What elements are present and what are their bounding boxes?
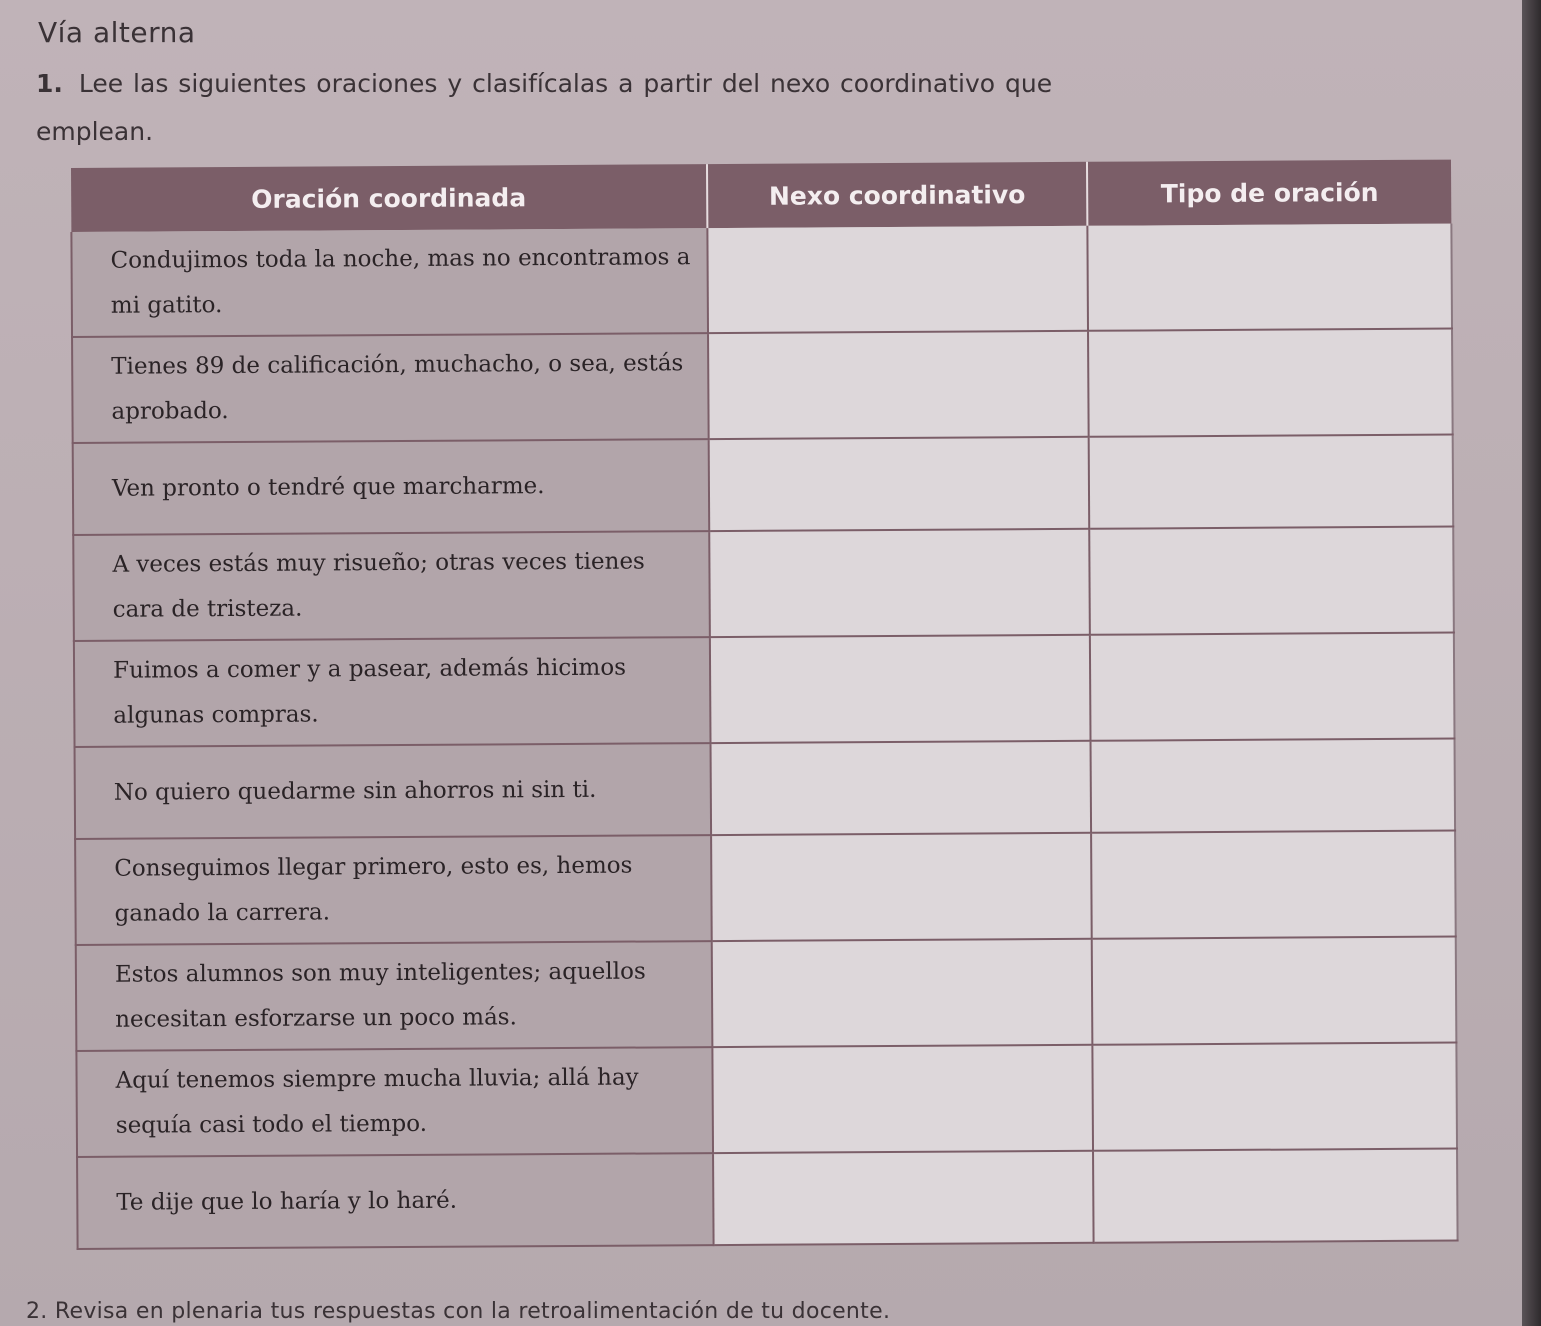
tipo-answer-cell[interactable] bbox=[1092, 937, 1457, 1045]
footer-instruction: 2. Revisa en plenaria tus respuestas con la retroalimentación de tu docente. bbox=[26, 1299, 891, 1324]
nexo-answer-cell[interactable] bbox=[710, 635, 1091, 743]
tipo-answer-cell[interactable] bbox=[1088, 329, 1453, 437]
table-row bbox=[76, 937, 1457, 1051]
table-row bbox=[72, 329, 1453, 443]
nexo-answer-cell[interactable] bbox=[708, 331, 1089, 439]
tipo-answer-cell[interactable] bbox=[1089, 435, 1454, 529]
tipo-answer-cell[interactable] bbox=[1089, 527, 1454, 635]
table-row bbox=[73, 527, 1454, 641]
table-row bbox=[71, 224, 1452, 337]
exercise-table bbox=[70, 160, 1459, 1250]
nexo-answer-cell[interactable] bbox=[712, 939, 1093, 1047]
nexo-answer-cell[interactable] bbox=[709, 437, 1090, 531]
sentence-cell: Conseguimos llegar primero, esto es, hemos ganado la carrera. bbox=[75, 835, 712, 945]
sentence-cell: Ven pronto o tendré que marcharme. bbox=[73, 439, 710, 535]
sentence-cell: A veces estás muy risueño; otras veces tienes cara de tristeza. bbox=[73, 531, 710, 641]
table-row bbox=[76, 1043, 1457, 1157]
table-row bbox=[73, 435, 1454, 535]
instruction-text: Lee las siguientes oraciones y clasifícalas a partir del nexo coordinativo que emplean. bbox=[36, 69, 1053, 146]
nexo-answer-cell[interactable] bbox=[709, 529, 1090, 637]
table-row bbox=[74, 633, 1455, 747]
nexo-answer-cell[interactable] bbox=[712, 1045, 1093, 1153]
nexo-answer-cell[interactable] bbox=[711, 741, 1092, 835]
exercise-table-wrapper bbox=[70, 159, 1481, 1250]
tipo-answer-cell[interactable] bbox=[1087, 224, 1452, 331]
tipo-answer-cell[interactable] bbox=[1093, 1149, 1458, 1243]
sentence-cell: Aquí tenemos siempre mucha lluvia; allá hay sequía casi todo el tiempo. bbox=[76, 1047, 713, 1157]
page-edge-shadow bbox=[1522, 0, 1541, 1326]
table-row bbox=[77, 1149, 1458, 1249]
sentence-cell: Tienes 89 de calificación, muchacho, o sea, estás aprobado. bbox=[72, 333, 709, 443]
header-tipo: Tipo de oración bbox=[1087, 160, 1451, 226]
header-oracion: Oración coordinada bbox=[71, 164, 707, 232]
sentence-cell: Estos alumnos son muy inteligentes; aquellos necesitan esforzarse un poco más. bbox=[76, 941, 713, 1051]
header-nexo: Nexo coordinativo bbox=[707, 162, 1087, 228]
nexo-answer-cell[interactable] bbox=[711, 833, 1092, 941]
tipo-answer-cell[interactable] bbox=[1091, 831, 1456, 939]
tipo-answer-cell[interactable] bbox=[1091, 739, 1456, 833]
sentence-cell: Condujimos toda la noche, mas no encontramos a mi gatito. bbox=[71, 228, 708, 337]
nexo-answer-cell[interactable] bbox=[713, 1151, 1094, 1245]
sentence-cell: Fuimos a comer y a pasear, además hicimos algunas compras. bbox=[74, 637, 711, 747]
instruction bbox=[36, 60, 1076, 156]
section-title: Vía alterna bbox=[38, 16, 196, 49]
sentence-cell: No quiero quedarme sin ahorros ni sin ti. bbox=[75, 743, 712, 839]
table-row bbox=[75, 739, 1456, 839]
table-row bbox=[75, 831, 1456, 945]
tipo-answer-cell[interactable] bbox=[1092, 1043, 1457, 1151]
instruction-number: 1. bbox=[36, 69, 63, 98]
tipo-answer-cell[interactable] bbox=[1090, 633, 1455, 741]
sentence-cell: Te dije que lo haría y lo haré. bbox=[77, 1153, 714, 1249]
table-header-row bbox=[71, 160, 1451, 232]
nexo-answer-cell[interactable] bbox=[707, 226, 1088, 333]
